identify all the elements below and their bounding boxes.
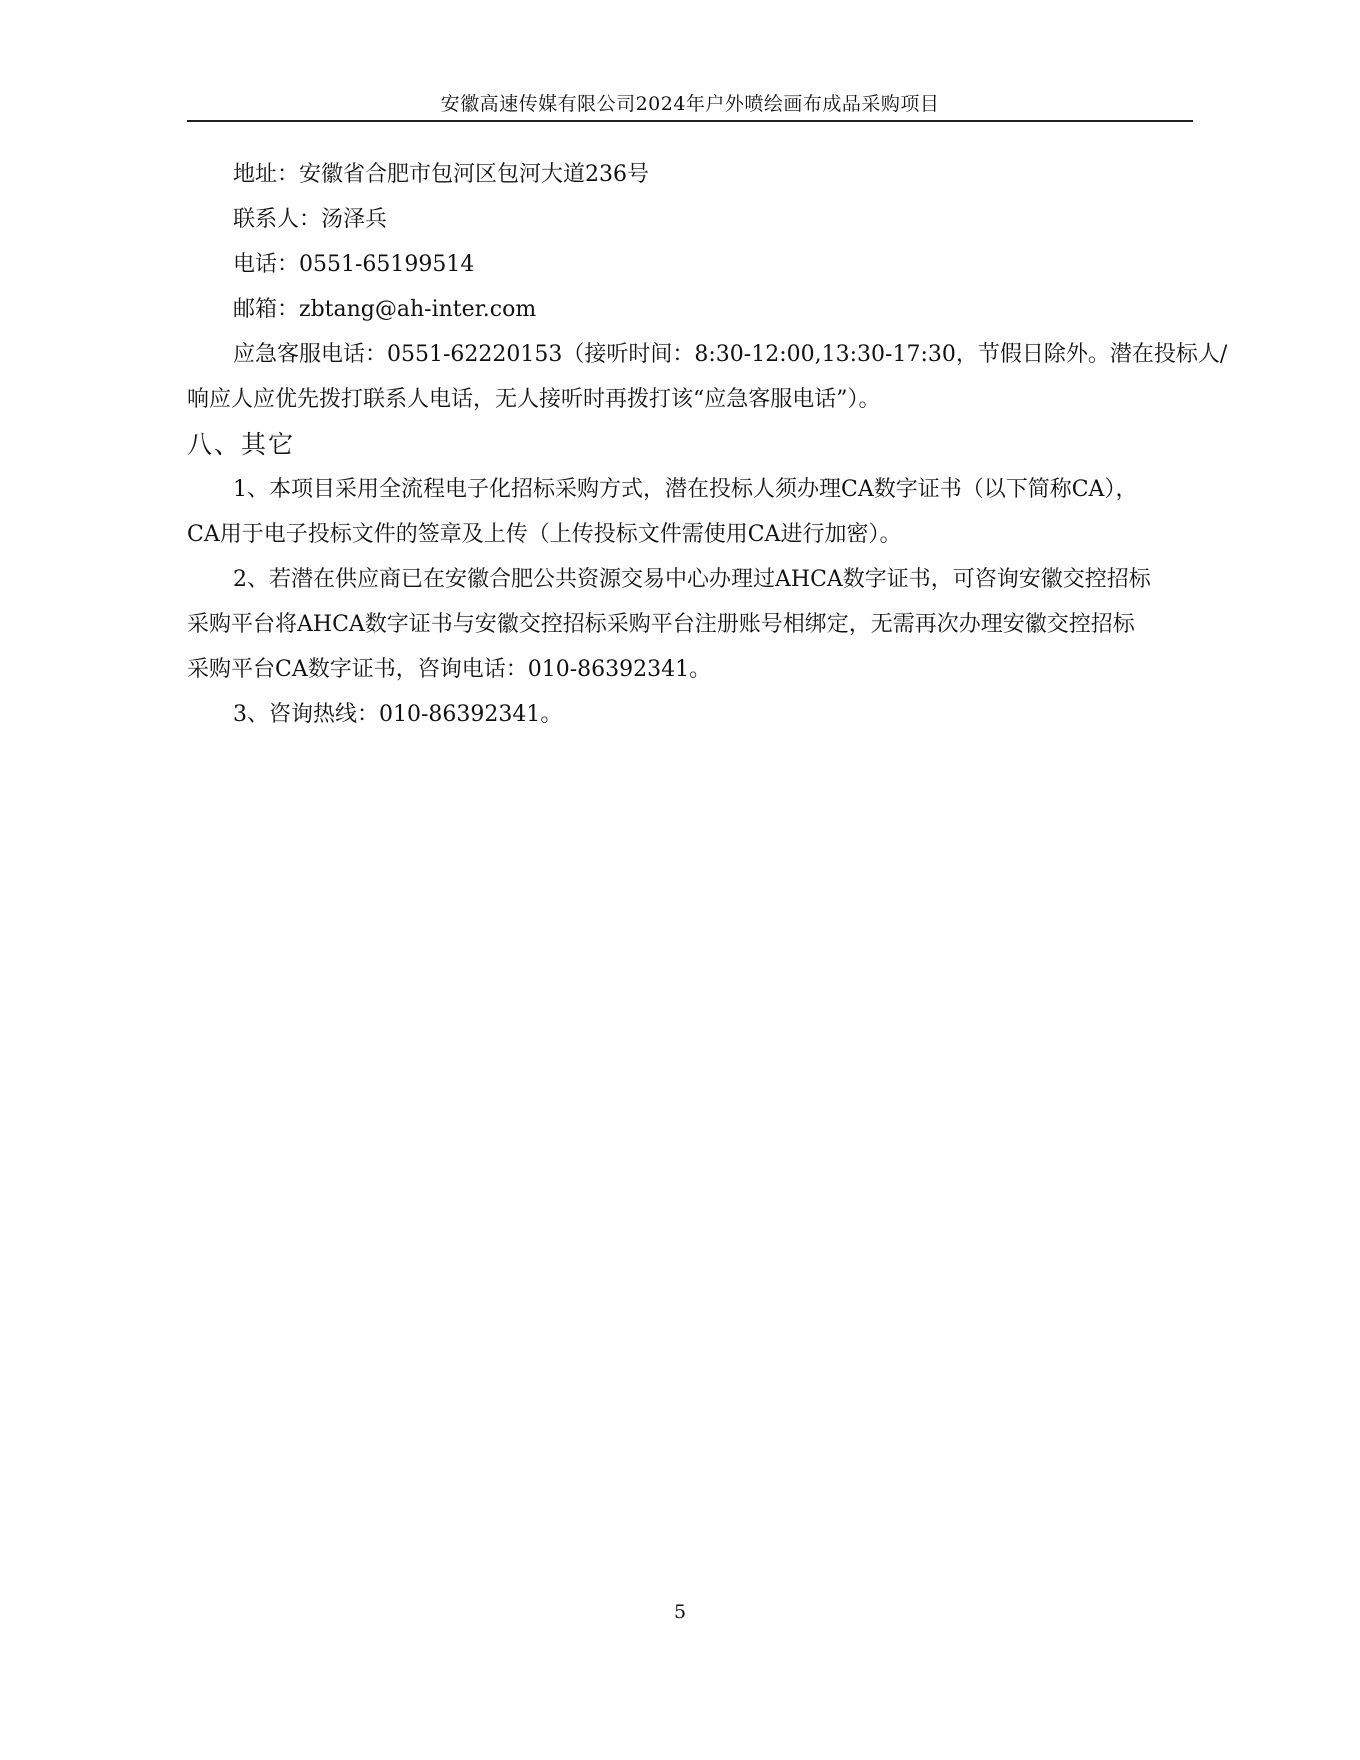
- item-1-line-1: 1、本项目采用全流程电子化招标采购方式，潜在投标人须办理CA数字证书（以下简称CA），: [233, 477, 1138, 502]
- contact-email: 邮箱：zbtang@ah-inter.com: [233, 297, 537, 322]
- contact-person: 联系人：汤泽兵: [233, 207, 388, 232]
- item-1-line-2: CA用于电子投标文件的签章及上传（上传投标文件需使用CA进行加密）。: [187, 522, 902, 547]
- emergency-phone-line-2: 响应人应优先拨打联系人电话，无人接听时再拨打该“应急客服电话”）。: [187, 387, 881, 412]
- document-body: [187, 152, 1228, 737]
- item-2-line-1: 2、若潜在供应商已在安徽合肥公共资源交易中心办理过AHCA数字证书，可咨询安徽交控招标: [233, 567, 1151, 592]
- item-3: 3、咨询热线：010-86392341。: [233, 702, 563, 727]
- contact-address: 地址：安徽省合肥市包河区包河大道236号: [233, 162, 649, 187]
- emergency-phone-line-1: 应急客服电话：0551-62220153（接听时间：8:30-12:00,13:30-17:30，节假日除外。潜在投标人/: [233, 342, 1228, 367]
- item-2-line-3: 采购平台CA数字证书，咨询电话：010-86392341。: [187, 657, 712, 682]
- item-2-line-2: 采购平台将AHCA数字证书与安徽交控招标采购平台注册账号相绑定，无需再次办理安徽交控招标: [187, 612, 1135, 637]
- section-heading-other: 八、其它: [187, 430, 296, 459]
- contact-phone: 电话：0551-65199514: [233, 252, 475, 277]
- page-header-title: 安徽高速传媒有限公司2024年户外喷绘画布成品采购项目: [440, 93, 940, 115]
- page-number: 5: [673, 1601, 687, 1623]
- header-divider: [187, 120, 1193, 122]
